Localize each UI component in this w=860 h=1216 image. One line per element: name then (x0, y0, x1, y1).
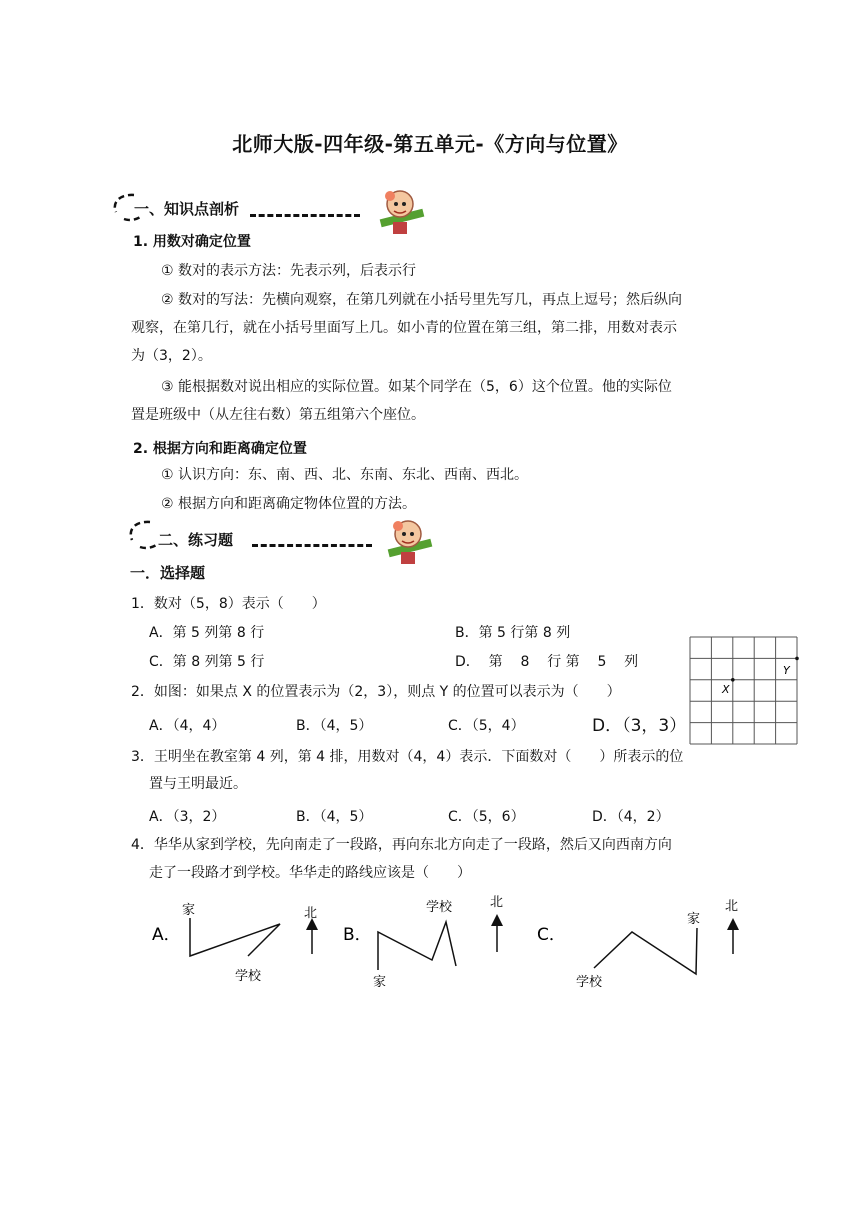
paragraph: 观察，在第几行，就在小括号里面写上几。如小青的位置在第三组，第二排，用数对表示 (131, 320, 677, 336)
topic-1-title: 1. 用数对确定位置 (133, 234, 251, 250)
q1-option-b: B．第 5 行第 8 列 (455, 625, 571, 641)
section-practice-heading: 二、练习题 (158, 531, 234, 549)
q1-option-a: A．第 5 列第 8 行 (149, 625, 265, 641)
topic-2-title: 2. 根据方向和距离确定位置 (133, 441, 307, 457)
point-y-label: Y (783, 664, 790, 677)
mascot-icon (372, 184, 430, 238)
north-label: 北 (725, 899, 739, 914)
paragraph: ① 数对的表示方法：先表示列，后表示行 (161, 263, 416, 279)
question-3: 3．王明坐在教室第 4 列，第 4 排，用数对（4，4）表示．下面数对（ ）所表示的位 (131, 749, 684, 765)
home-label: 家 (182, 903, 196, 918)
q2-option-a: A．（4，4） (149, 718, 226, 734)
question-3-cont: 置与王明最近。 (149, 776, 247, 792)
q4-option-a-label: A． (152, 925, 181, 945)
school-label: 学校 (426, 900, 453, 915)
point-y (795, 657, 799, 661)
paragraph: 为（3，2）。 (131, 348, 212, 364)
q2-option-b: B．（4，5） (296, 718, 373, 734)
route-a (190, 918, 280, 956)
north-label: 北 (304, 906, 318, 921)
school-label: 学校 (576, 975, 603, 990)
dashed-underline (252, 544, 372, 547)
paragraph: 置是班级中（从左往右数）第五组第六个座位。 (131, 407, 425, 423)
paragraph: ③ 能根据数对说出相应的实际位置。如某个同学在（5，6）这个位置。他的实际位 (161, 379, 672, 395)
q4-option-c-label: C． (537, 925, 566, 945)
q2-option-d: D．（3，3） (592, 716, 687, 736)
route-b (378, 922, 456, 970)
q2-option-c: C．（5，4） (448, 718, 525, 734)
q1-option-d: D． 第 8 行 第 5 列 (455, 654, 639, 670)
part-title: 一．选择题 (130, 564, 206, 582)
north-label: 北 (490, 895, 504, 910)
coordinate-grid (689, 636, 799, 746)
school-label: 学校 (235, 969, 262, 984)
paragraph: ① 认识方向：东、南、西、北、东南、东北、西南、西北。 (161, 467, 528, 483)
paragraph: ② 根据方向和距离确定物体位置的方法。 (161, 496, 416, 512)
paragraph: ② 数对的写法：先横向观察，在第几列就在小括号里先写几，再点上逗号；然后纵向 (161, 292, 682, 308)
q1-option-c: C．第 8 列第 5 行 (149, 654, 265, 670)
q3-option-c: C．（5，6） (448, 809, 525, 825)
question-4: 4．华华从家到学校，先向南走了一段路，再向东北方向走了一段路，然后又向西南方向 (131, 837, 672, 853)
section-knowledge-heading: 一、知识点剖析 (134, 200, 240, 218)
point-x (731, 678, 735, 682)
point-x-label: X (722, 683, 730, 696)
q3-option-d: D．（4，2） (592, 809, 670, 825)
home-label: 家 (373, 975, 387, 990)
route-c (594, 928, 697, 974)
q4-option-b-label: B． (343, 925, 372, 945)
page-title: 北师大版-四年级-第五单元-《方向与位置》 (232, 132, 628, 156)
question-2: 2．如图：如果点 X 的位置表示为（2，3），则点 Y 的位置可以表示为（ ） (131, 684, 621, 700)
q3-option-b: B．（4，5） (296, 809, 373, 825)
question-4-cont: 走了一段路才到学校。华华走的路线应该是（ ） (149, 865, 471, 881)
question-1: 1．数对（5，8）表示（ ） (131, 596, 326, 612)
home-label: 家 (687, 912, 701, 927)
dashed-underline (250, 214, 360, 217)
q3-option-a: A．（3，2） (149, 809, 226, 825)
mascot-icon (380, 514, 438, 568)
route-options-figure (140, 888, 780, 1000)
